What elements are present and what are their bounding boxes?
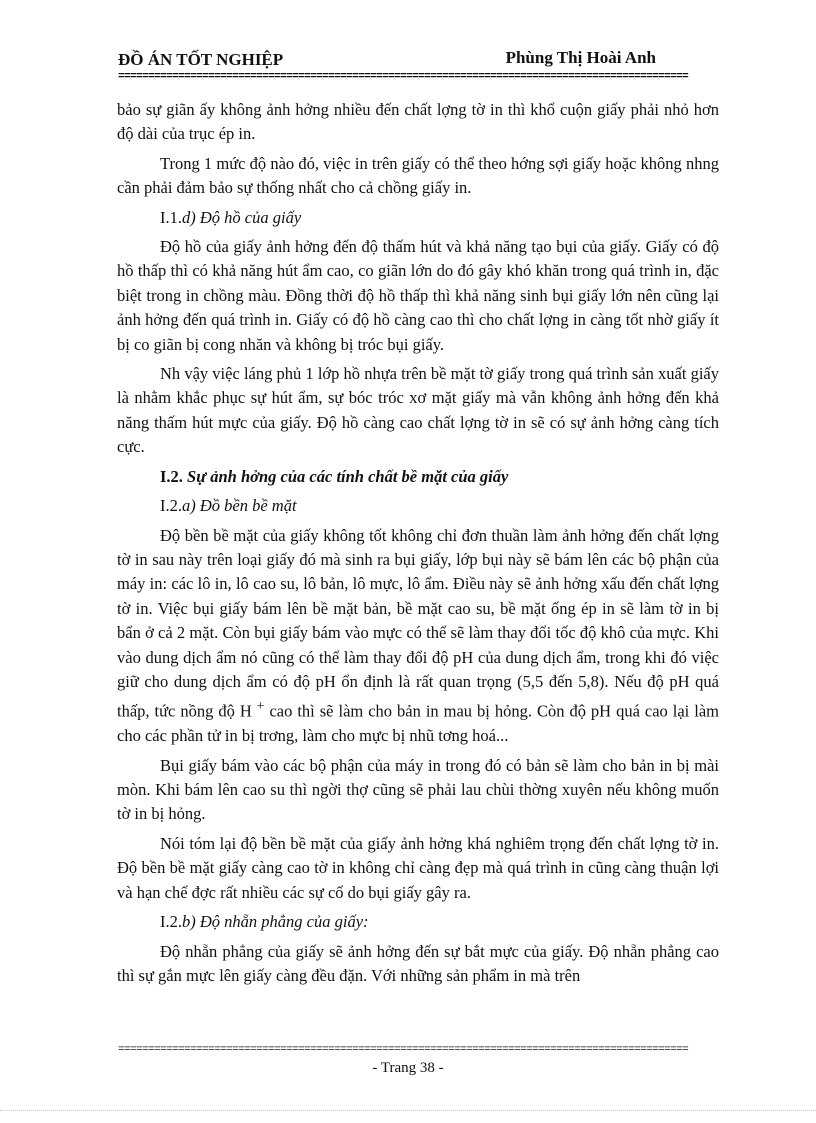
heading-number: I.2. — [160, 496, 182, 516]
section-heading — [117, 206, 719, 230]
superscript-plus: + — [256, 698, 265, 714]
heading-title: Sự ảnh hởng của các tính chất bề mặt của giấy — [187, 466, 509, 486]
heading-number: I.2. — [160, 912, 182, 932]
paragraph: bảo sự giãn ấy không ảnh hởng nhiều đến chất lợng tờ in thì khổ cuộn giấy phải nhỏ hơn độ dài của trục ép in. — [117, 100, 719, 144]
header-rule: =============================================================================================== — [118, 72, 689, 83]
page-header — [118, 50, 700, 70]
page-edge-divider — [0, 1109, 816, 1111]
heading-title: d) Độ hồ của giấy — [182, 207, 302, 227]
section-heading — [117, 494, 719, 518]
header-author: Phùng Thị Hoài Anh — [505, 48, 656, 67]
page-content — [117, 98, 719, 988]
heading-title: b) Độ nhẵn phẳng của giấy: — [182, 912, 369, 932]
page-number: - Trang 38 - — [372, 1060, 444, 1076]
paragraph: Trong 1 mức độ nào đó, việc in trên giấy có thể theo hớng sợi giấy hoặc không nhng cần phải đảm bảo sự thống nhất cho cả chồng giấy in. — [117, 153, 719, 198]
paragraph: Nh vậy việc láng phủ 1 lớp hồ nhựa trên bề mặt tờ giấy trong quá trình sản xuất giấy là nhằm khắc phục sự hút ẩm, sự bóc tróc xơ mặt giấy mà vẫn không ảnh hởng đến khả năng thấm hút mực của giấy. Độ hồ càng cao chất lợng tờ in sẽ có sự ảnh hởng càng tích cực. — [117, 364, 719, 457]
heading-number: I.2. — [160, 466, 183, 486]
paragraph: Độ nhẵn phẳng của giấy sẽ ảnh hởng đến sự bắt mực của giấy. Độ nhẵn phẳng cao thì sự gắn mực lên giấy càng đều đặn. Với những sản phẩm in mà trên — [117, 941, 719, 985]
header-title: ĐỒ ÁN TỐT NGHIỆP — [118, 50, 284, 69]
paragraph: Nói tóm lại độ bền bề mặt của giấy ảnh hởng khá nghiêm trọng đến chất lợng tờ in. Độ bền bề mặt giấy càng cao tờ in không chỉ càng đẹp mà quá trình in cũng càng thuận lợi và hạn chế đợc rất nhiều các sự cố do bụi giấy gây ra. — [117, 833, 719, 902]
footer-rule: =============================================================================================== — [118, 1045, 689, 1056]
paragraph: Độ bền bề mặt của giấy không tốt không chỉ đơn thuần làm ảnh hởng đến chất lợng tờ in sau này trên loại giấy đó mà sinh ra bụi giấy, lớp bụi này sẽ bám lên các bộ phận của máy in: các lô in, lô cao su, lô bản, lô mực, lô ẩm. Điều này sẽ ảnh hởng xấu đến chất lợng tờ in. Việc bụi giấy bám lên bề mặt bản, bề mặt cao su, bề mặt ống ép in sẽ làm tờ in bị bẩn ở cả 2 mặt. Còn bụi giấy bám vào mực có thể sẽ làm thay đổi tốc độ khô của mực. Khi vào dung dịch ẩm nó cũng có thể làm thay đổi độ pH của dung dịch ẩm, trong khi đó việc giữ cho dung dịch ẩm có độ pH ổn định là rất quan trọng (5,5 đến 5,8). Nếu độ pH quá thấp, tức nồng độ H + cao thì sẽ làm cho bản in mau bị hỏng. Còn độ pH quá cao lại làm cho các phần tử in bị trơng, làm cho mực bị nhũ tơng hoá... — [117, 525, 719, 746]
paragraph: Độ hồ của giấy ảnh hởng đến độ thấm hút và khả năng tạo bụi của giấy. Giấy có độ hồ thấp thì có khả năng hút ẩm cao, co giãn lớn do đó gây khó khăn trong quá trình in, đặc biệt trong in chồng màu. Đồng thời độ hồ thấp thì khả năng sinh bụi giấy lớn nên cũng lại ảnh hởng đến quá trình in. Giấy có độ hồ càng cao thì cho chất lợng in càng tốt nhờ giấy ít bị co giãn bị cong nhăn và không bị tróc bụi giấy. — [117, 237, 719, 354]
paragraph: Bụi giấy bám vào các bộ phận của máy in trong đó có bản sẽ làm cho bản in bị mài mòn. Khi bám lên cao su thì ngời thợ cũng sẽ phải lau chùi thờng xuyên nếu không muốn tờ in bị hỏng. — [117, 755, 719, 824]
heading-title: a) Đồ bền bề mặt — [182, 496, 297, 516]
section-heading — [117, 910, 719, 934]
heading-number: I.1. — [160, 207, 182, 227]
section-heading — [117, 465, 719, 489]
